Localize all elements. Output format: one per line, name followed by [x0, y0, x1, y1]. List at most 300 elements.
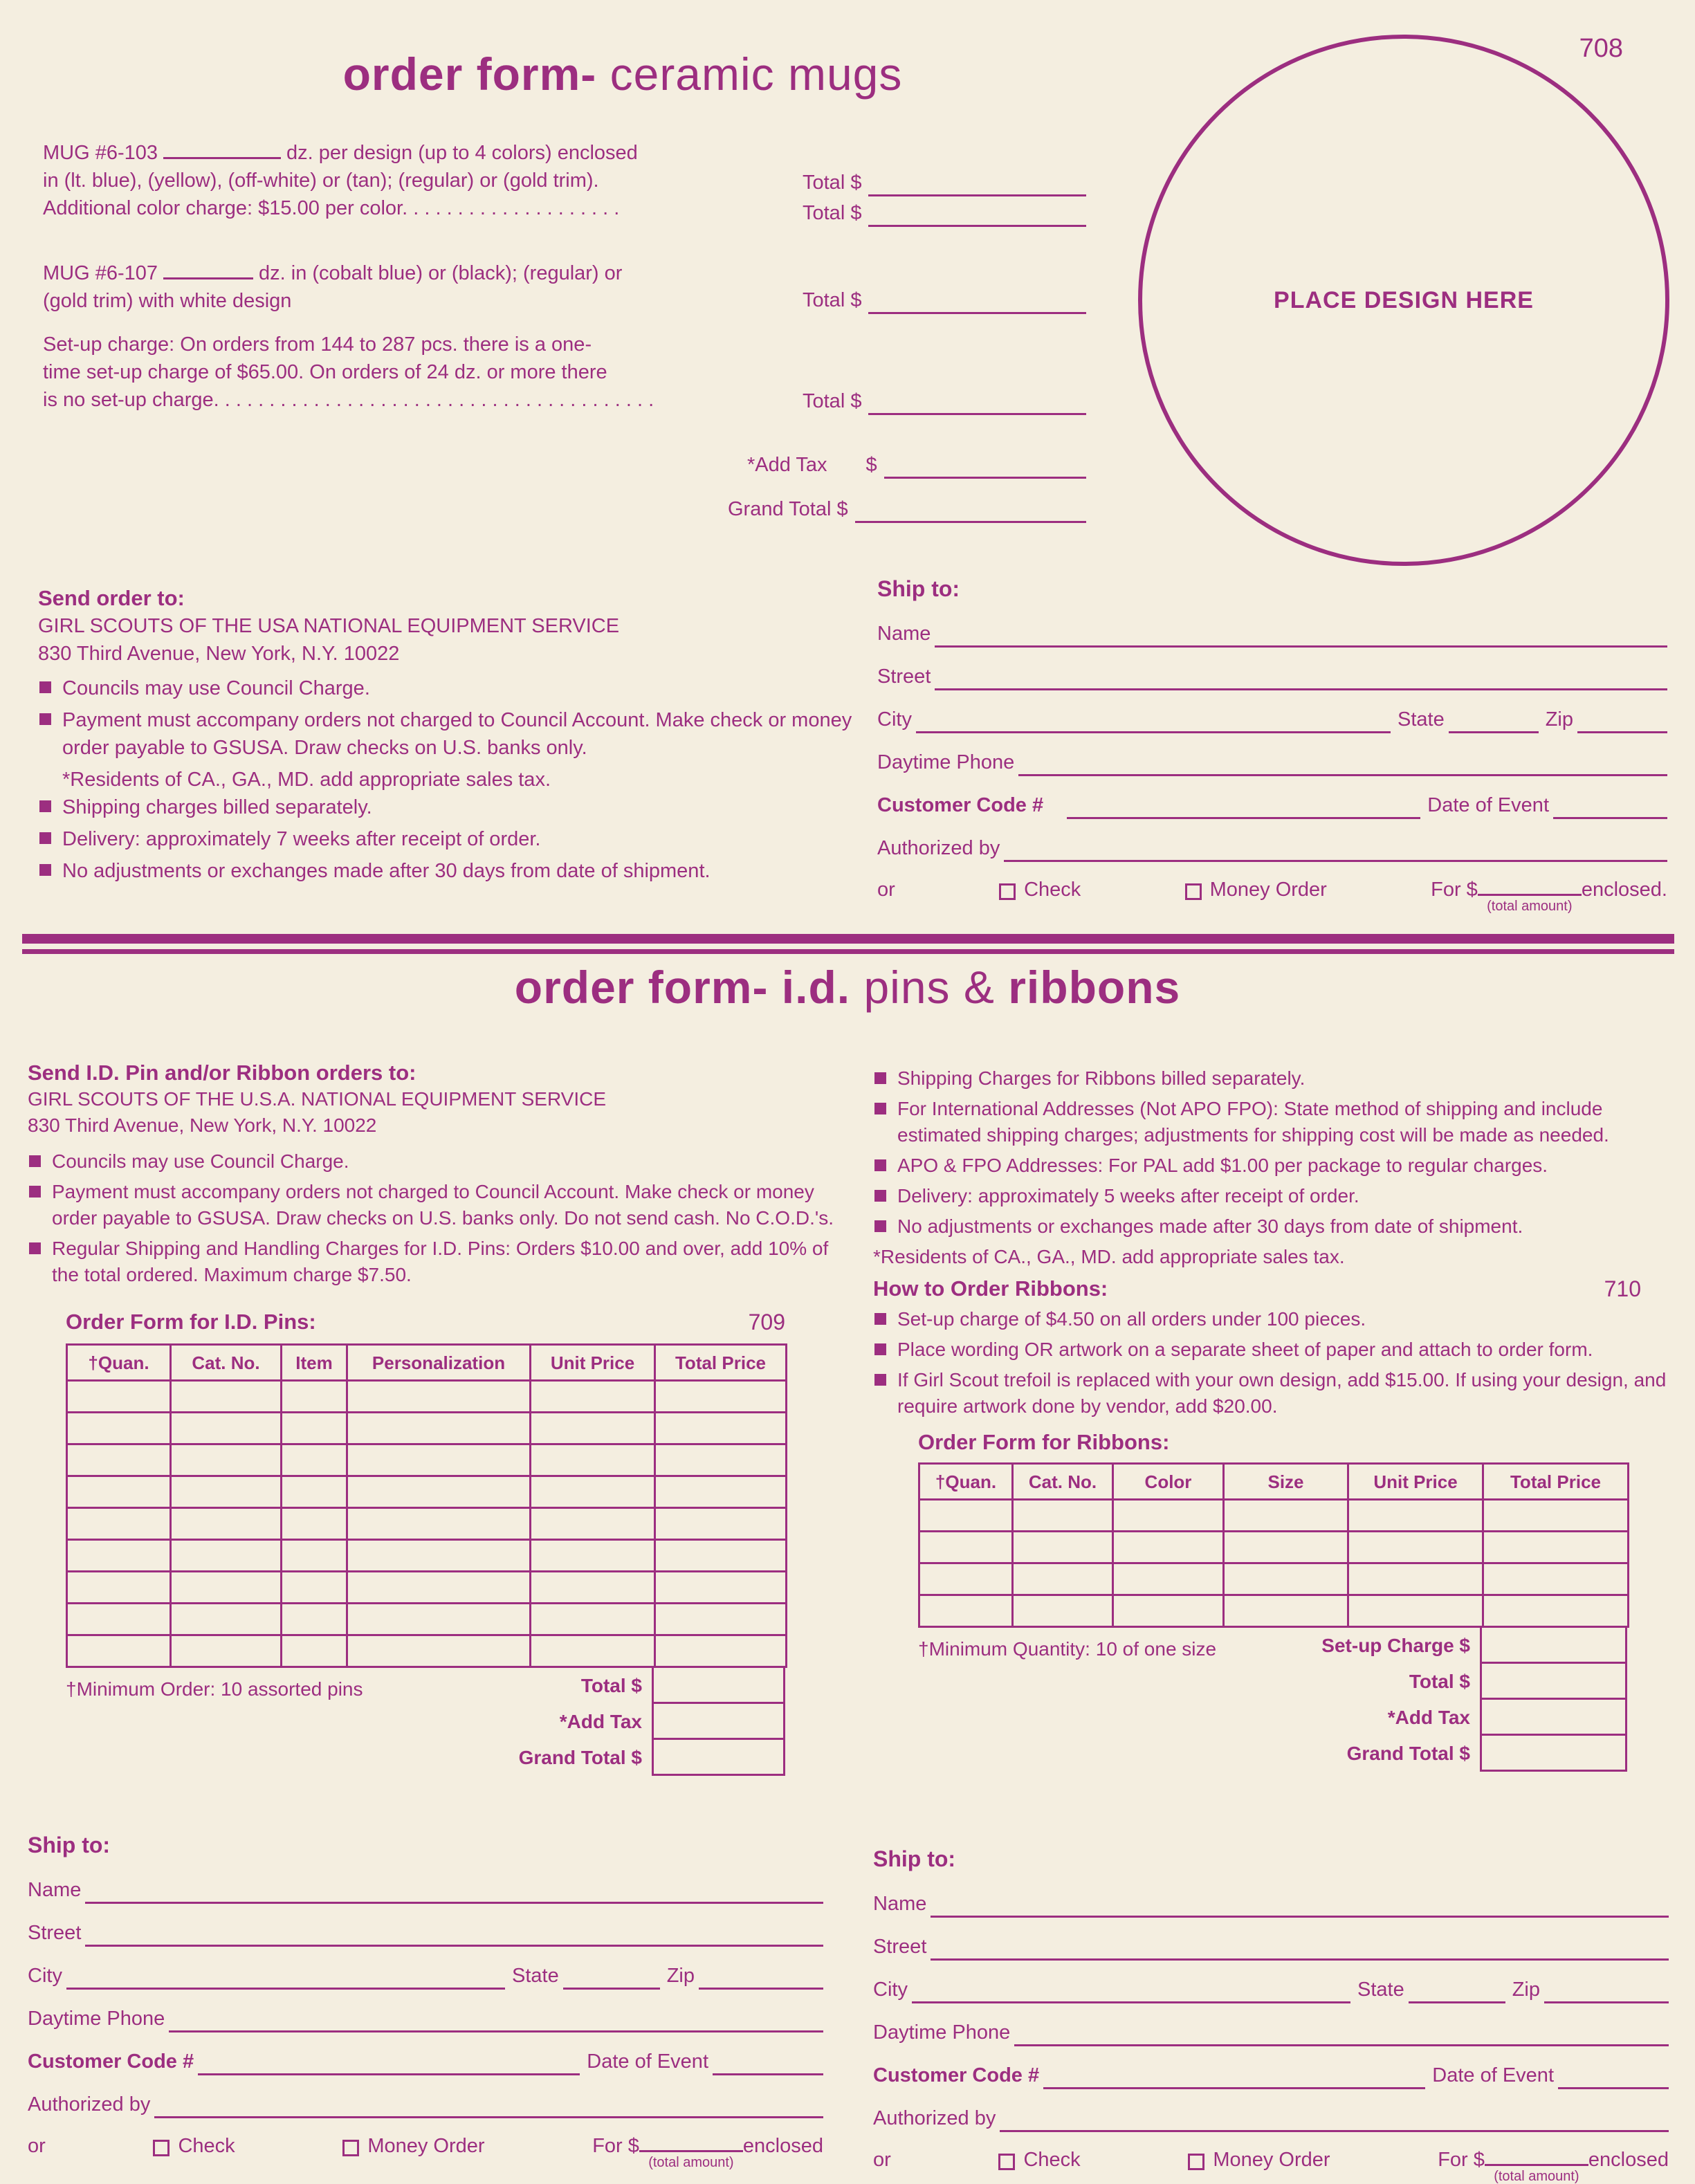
table-cell-blank[interactable]: [531, 1508, 655, 1540]
table-cell-blank[interactable]: [655, 1381, 787, 1413]
table-cell-blank[interactable]: [282, 1444, 347, 1476]
table-cell-blank[interactable]: [282, 1572, 347, 1604]
section-divider-thin: [22, 949, 1674, 954]
table-cell-blank[interactable]: [347, 1635, 531, 1667]
send-order-heading: Send order to:: [38, 586, 185, 610]
bullet-item: [38, 793, 858, 821]
table-cell-blank[interactable]: [1013, 1500, 1113, 1532]
add-tax-row: [747, 451, 1086, 479]
table-cell-blank[interactable]: [67, 1604, 171, 1635]
pins-send-heading: Send I.D. Pin and/or Ribbon orders to:: [28, 1061, 416, 1085]
table-row: [67, 1540, 787, 1572]
bullet-text: Payment must accompany orders not charged to Council Account. Make check or money order payable to GSUSA. Draw checks on U.S. banks only.: [62, 709, 852, 759]
table-row: [919, 1563, 1629, 1595]
table-cell-blank[interactable]: [655, 1413, 787, 1444]
item-text: (gold trim) with white design: [43, 290, 292, 312]
or-label: or: [873, 2149, 891, 2171]
table-row: [67, 1413, 787, 1444]
daytime-phone-label: Daytime Phone: [28, 2008, 165, 2030]
table-cell-blank[interactable]: [531, 1476, 655, 1508]
authorized-by-label: Authorized by: [28, 2093, 151, 2116]
item-text: dz. in (cobalt blue) or (black); (regular) or: [259, 262, 623, 284]
table-cell-blank[interactable]: [919, 1563, 1013, 1595]
check-label: Check: [1024, 879, 1081, 901]
table-cell-blank[interactable]: [1113, 1563, 1224, 1595]
table-cell-blank[interactable]: [655, 1572, 787, 1604]
bullet-text: Councils may use Council Charge.: [62, 677, 370, 699]
table-cell-blank[interactable]: [171, 1540, 282, 1572]
total-amount-blank[interactable]: [868, 292, 1086, 314]
date-of-event-blank[interactable]: [1553, 797, 1667, 819]
table-cell-blank[interactable]: [282, 1635, 347, 1667]
state-blank[interactable]: [563, 1967, 660, 1990]
total-row: [803, 387, 1086, 415]
zip-blank[interactable]: [699, 1967, 823, 1990]
bullet-item: [873, 1096, 1686, 1148]
bullet-item: [873, 1153, 1686, 1179]
table-cell-blank[interactable]: [655, 1540, 787, 1572]
table-cell-blank[interactable]: [282, 1476, 347, 1508]
pins-title-light: pins &: [863, 962, 995, 1013]
state-blank[interactable]: [1449, 711, 1539, 733]
bullet-item: [38, 857, 858, 885]
bullet-item: [873, 1183, 1686, 1209]
mug-code: MUG #6-103: [43, 142, 158, 164]
column-header: Unit Price: [1348, 1464, 1483, 1500]
table-cell-blank[interactable]: [1013, 1595, 1113, 1627]
table-cell-blank[interactable]: [67, 1572, 171, 1604]
table-cell-blank[interactable]: [1348, 1500, 1483, 1532]
totals-box[interactable]: [652, 1668, 785, 1704]
column-header: Total Price: [1483, 1464, 1629, 1500]
table-cell-blank[interactable]: [531, 1413, 655, 1444]
total-label: Total $: [803, 289, 862, 311]
street-label: Street: [873, 1936, 927, 1958]
ship-to-heading: Ship to:: [28, 1833, 111, 1857]
table-cell-blank[interactable]: [1224, 1532, 1348, 1563]
payment-row: [877, 862, 1667, 914]
bullet-item: [28, 1148, 837, 1175]
daytime-phone-label: Daytime Phone: [873, 2021, 1011, 2044]
totals-row: [1409, 1664, 1627, 1700]
column-header: Color: [1113, 1464, 1224, 1500]
mug-6-103-item: [43, 137, 800, 222]
zip-label: Zip: [666, 1965, 695, 1987]
money-order-checkbox[interactable]: [1188, 2154, 1204, 2170]
bullet-square-icon: [874, 1374, 886, 1386]
bullet-square-icon: [29, 1186, 41, 1197]
bullet-item: [38, 706, 858, 762]
bullet-text: No adjustments or exchanges made after 30 days from date of shipment.: [62, 860, 711, 882]
street-blank[interactable]: [935, 668, 1667, 690]
dozen-quantity-blank[interactable]: [163, 137, 281, 159]
table-cell-blank[interactable]: [1224, 1595, 1348, 1627]
bullet-text: No adjustments or exchanges made after 30 days from date of shipment.: [897, 1215, 1523, 1237]
enclosed-label: enclosed: [1588, 2149, 1669, 2171]
table-cell-blank[interactable]: [171, 1604, 282, 1635]
table-cell-blank[interactable]: [171, 1508, 282, 1540]
payment-row: [873, 2132, 1669, 2184]
street-label: Street: [877, 666, 931, 688]
column-header: Size: [1224, 1464, 1348, 1500]
org-address: 830 Third Avenue, New York, N.Y. 10022: [28, 1114, 377, 1136]
table-cell-blank[interactable]: [171, 1635, 282, 1667]
grand-total-label: Grand Total $: [728, 498, 848, 520]
bullet-square-icon: [39, 832, 51, 844]
city-label: City: [28, 1965, 62, 1987]
total-row: [803, 169, 1086, 196]
table-cell-blank[interactable]: [347, 1572, 531, 1604]
table-cell-blank[interactable]: [171, 1476, 282, 1508]
customer-code-blank[interactable]: [1067, 797, 1420, 819]
table-cell-blank[interactable]: [282, 1604, 347, 1635]
bullet-text: If Girl Scout trefoil is replaced with your own design, add $15.00. If using your design, and require artwork done by vendor, add $20.00.: [897, 1369, 1667, 1417]
zip-label: Zip: [1512, 1979, 1540, 2001]
table-cell-blank[interactable]: [1483, 1595, 1629, 1627]
item-text: in (lt. blue), (yellow), (off-white) or (tan); (regular) or (gold trim).: [43, 169, 599, 192]
ribbons-table-heading-row: [918, 1429, 1627, 1456]
table-cell-blank[interactable]: [282, 1508, 347, 1540]
pins-title-bold-1: order form- i.d.: [514, 962, 851, 1013]
customer-code-label: Customer Code #: [873, 2064, 1040, 2086]
totals-box[interactable]: [1480, 1628, 1627, 1664]
bullet-item: [28, 1179, 837, 1231]
page-number-709: 709: [748, 1310, 785, 1334]
zip-blank[interactable]: [1577, 711, 1667, 733]
table-cell-blank[interactable]: [347, 1540, 531, 1572]
page-number-708: 708: [1579, 34, 1623, 63]
table-cell-blank[interactable]: [531, 1572, 655, 1604]
table-cell-blank[interactable]: [1483, 1532, 1629, 1563]
ribbons-column: [873, 1065, 1686, 1772]
table-cell-blank[interactable]: [531, 1444, 655, 1476]
item-text: Set-up charge: On orders from 144 to 287 pcs. there is a one-: [43, 333, 592, 356]
totals-box[interactable]: [652, 1740, 785, 1776]
column-header: Item: [282, 1345, 347, 1381]
table-cell-blank[interactable]: [1013, 1532, 1113, 1563]
totals-row: [1388, 1700, 1627, 1736]
table-cell-blank[interactable]: [531, 1540, 655, 1572]
money-order-label: Money Order: [367, 2135, 485, 2157]
bullet-text: Shipping Charges for Ribbons billed separately.: [897, 1067, 1305, 1089]
totals-box[interactable]: [652, 1704, 785, 1740]
street-label: Street: [28, 1922, 82, 1944]
table-cell-blank[interactable]: [171, 1381, 282, 1413]
table-cell-blank[interactable]: [171, 1572, 282, 1604]
how-to-order-heading: How to Order Ribbons:: [873, 1276, 1108, 1301]
bullet-item: [873, 1213, 1686, 1240]
bullet-text: Set-up charge of $4.50 on all orders under 100 pieces.: [897, 1308, 1366, 1330]
table-row: [919, 1532, 1629, 1563]
check-label: Check: [178, 2135, 235, 2157]
totals-label: *Add Tax: [1387, 1707, 1470, 1728]
send-order-to-block: [38, 585, 858, 889]
table-cell-blank[interactable]: [347, 1381, 531, 1413]
totals-box[interactable]: [1480, 1736, 1627, 1772]
item-text: time set-up charge of $65.00. On orders of 24 dz. or more there: [43, 361, 607, 383]
totals-label: *Add Tax: [559, 1711, 642, 1732]
total-amount-caption: (total amount): [1487, 899, 1573, 914]
mugs-title-light: ceramic mugs: [610, 48, 903, 100]
table-cell-blank[interactable]: [531, 1604, 655, 1635]
table-cell-blank[interactable]: [919, 1595, 1013, 1627]
table-cell-blank[interactable]: [67, 1508, 171, 1540]
ribbons-order-table: [918, 1462, 1629, 1628]
table-cell-blank[interactable]: [655, 1476, 787, 1508]
phone-blank[interactable]: [1014, 2024, 1669, 2046]
org-address: 830 Third Avenue, New York, N.Y. 10022: [38, 643, 400, 665]
bullet-list: [873, 1306, 1686, 1420]
total-label: Total $: [803, 172, 862, 194]
city-blank[interactable]: [912, 1981, 1350, 2003]
item-text: Additional color charge: $15.00 per color. . . . . . . . . . . . . . . . . . . .: [43, 197, 620, 219]
bullet-square-icon: [39, 800, 51, 812]
table-cell-blank[interactable]: [1483, 1563, 1629, 1595]
ship-to-block-pins: [28, 1830, 823, 2170]
table-row: [919, 1595, 1629, 1627]
zip-blank[interactable]: [1544, 1981, 1669, 2003]
ship-to-block-ribbons: [873, 1844, 1669, 2184]
state-blank[interactable]: [1409, 1981, 1505, 2003]
table-cell-blank[interactable]: [655, 1508, 787, 1540]
totals-row: [519, 1740, 785, 1776]
pins-ribbons-form-title: [0, 963, 1695, 1011]
date-of-event-blank[interactable]: [1558, 2067, 1669, 2089]
amount-blank[interactable]: [1485, 2144, 1588, 2166]
daytime-phone-label: Daytime Phone: [877, 751, 1015, 773]
item-text: is no set-up charge. . . . . . . . . . . . . . . . . . . . . . . . . . . . . . . . . . . . . . . .: [43, 389, 654, 411]
table-cell-blank[interactable]: [1224, 1500, 1348, 1532]
total-row: [803, 286, 1086, 314]
amount-blank[interactable]: [639, 2130, 743, 2152]
total-amount-blank[interactable]: [868, 174, 1086, 196]
bullet-text: Payment must accompany orders not charged to Council Account. Make check or money order payable to GSUSA. Draw checks on U.S. banks only. Do not send cash. No C.O.D.'s.: [52, 1181, 834, 1229]
table-cell-blank[interactable]: [531, 1635, 655, 1667]
bullet-text: APO & FPO Addresses: For PAL add $1.00 per package to regular charges.: [897, 1155, 1548, 1176]
table-cell-blank[interactable]: [1113, 1532, 1224, 1563]
table-cell-blank[interactable]: [67, 1635, 171, 1667]
totals-box[interactable]: [1480, 1700, 1627, 1736]
totals-label: Total $: [1409, 1671, 1470, 1692]
add-tax-blank[interactable]: [884, 457, 1086, 479]
dozen-quantity-blank[interactable]: [163, 257, 253, 279]
bullet-square-icon: [874, 1313, 886, 1325]
table-cell-blank[interactable]: [171, 1413, 282, 1444]
pins-minimum-note: †Minimum Order: 10 assorted pins: [66, 1678, 363, 1700]
table-cell-blank[interactable]: [67, 1381, 171, 1413]
total-amount-caption: (total amount): [648, 2155, 734, 2170]
check-label: Check: [1023, 2149, 1081, 2171]
mugs-title-bold: order form-: [342, 48, 597, 100]
table-cell-blank[interactable]: [347, 1444, 531, 1476]
table-cell-blank[interactable]: [1013, 1563, 1113, 1595]
check-checkbox[interactable]: [998, 2154, 1015, 2170]
authorized-by-blank[interactable]: [1000, 2110, 1669, 2132]
city-blank[interactable]: [916, 711, 1391, 733]
grand-total-row: [728, 495, 1086, 523]
phone-blank[interactable]: [1018, 754, 1667, 776]
date-of-event-label: Date of Event: [1432, 2064, 1554, 2086]
ribbons-totals: [918, 1628, 1627, 1772]
total-amount-blank[interactable]: [868, 393, 1086, 415]
street-blank[interactable]: [931, 1938, 1669, 1961]
how-to-order-row: [873, 1276, 1641, 1302]
circle-label: PLACE DESIGN HERE: [1274, 287, 1534, 313]
table-cell-blank[interactable]: [1348, 1532, 1483, 1563]
table-cell-blank[interactable]: [1224, 1563, 1348, 1595]
table-cell-blank[interactable]: [655, 1444, 787, 1476]
setup-charge-note: [43, 331, 800, 414]
total-amount-blank[interactable]: [868, 205, 1086, 227]
street-blank[interactable]: [85, 1925, 823, 1947]
column-header: †Quan.: [919, 1464, 1013, 1500]
customer-code-label: Customer Code #: [877, 794, 1044, 816]
pins-title-bold-2: ribbons: [1008, 962, 1181, 1013]
add-tax-label: *Add Tax: [747, 454, 827, 476]
amount-blank[interactable]: [1478, 874, 1582, 896]
totals-label: Grand Total $: [518, 1747, 642, 1768]
bullet-text: Place wording OR artwork on a separate sheet of paper and attach to order form.: [897, 1339, 1593, 1360]
name-blank[interactable]: [85, 1882, 823, 1904]
mugs-form-title: [208, 50, 1038, 98]
ribbons-minimum-note: †Minimum Quantity: 10 of one size: [918, 1638, 1217, 1660]
bullet-item: [873, 1065, 1686, 1092]
bullet-text: Shipping charges billed separately.: [62, 796, 372, 818]
ship-to-heading: Ship to:: [877, 576, 960, 601]
bullet-list: [38, 675, 858, 762]
table-cell-blank[interactable]: [282, 1381, 347, 1413]
city-blank[interactable]: [66, 1967, 505, 1990]
totals-row: [1321, 1628, 1627, 1664]
state-label: State: [511, 1965, 559, 1987]
column-header: Cat. No.: [1013, 1464, 1113, 1500]
table-row: [919, 1500, 1629, 1532]
customer-code-blank[interactable]: [1043, 2067, 1425, 2089]
money-order-checkbox[interactable]: [342, 2140, 359, 2156]
or-label: or: [28, 2135, 46, 2157]
table-cell-blank[interactable]: [347, 1413, 531, 1444]
enclosed-label: enclosed: [742, 2135, 823, 2157]
totals-box[interactable]: [1480, 1664, 1627, 1700]
table-cell-blank[interactable]: [347, 1508, 531, 1540]
bullet-square-icon: [874, 1103, 886, 1114]
bullet-square-icon: [29, 1155, 41, 1167]
bullet-square-icon: [874, 1343, 886, 1355]
totals-label: Set-up Charge $: [1321, 1635, 1470, 1656]
table-cell-blank[interactable]: [67, 1444, 171, 1476]
bullet-text: Delivery: approximately 7 weeks after receipt of order.: [62, 828, 541, 850]
pins-column: [28, 1060, 837, 1776]
customer-code-label: Customer Code #: [28, 2050, 194, 2073]
ship-to-heading: Ship to:: [873, 1846, 956, 1871]
table-cell-blank[interactable]: [282, 1540, 347, 1572]
ship-to-block-mugs: [877, 574, 1667, 914]
sales-tax-note: *Residents of CA., GA., MD. add appropriate sales tax.: [62, 769, 551, 791]
name-blank[interactable]: [935, 625, 1667, 648]
table-row: [67, 1604, 787, 1635]
section-divider-thick: [22, 934, 1674, 944]
dollar-sign: $: [865, 454, 877, 476]
bullet-list: [28, 1148, 837, 1288]
table-cell-blank[interactable]: [531, 1381, 655, 1413]
authorized-by-blank[interactable]: [154, 2096, 823, 2118]
pins-totals: [66, 1668, 785, 1776]
pins-table-heading-row: [66, 1309, 785, 1335]
table-cell-blank[interactable]: [655, 1604, 787, 1635]
table-row: [67, 1476, 787, 1508]
name-label: Name: [28, 1879, 82, 1901]
totals-row: [560, 1704, 785, 1740]
for-dollar-label: For $: [1431, 879, 1478, 901]
table-row: [67, 1381, 787, 1413]
table-cell-blank[interactable]: [1113, 1595, 1224, 1627]
phone-blank[interactable]: [169, 2010, 823, 2032]
bullet-square-icon: [39, 713, 51, 725]
authorized-by-blank[interactable]: [1004, 840, 1667, 862]
bullet-item: [38, 825, 858, 853]
check-checkbox[interactable]: [999, 883, 1016, 900]
date-of-event-label: Date of Event: [1427, 794, 1549, 816]
for-dollar-label: For $: [592, 2135, 639, 2157]
table-cell-blank[interactable]: [1483, 1500, 1629, 1532]
name-label: Name: [873, 1893, 927, 1915]
total-label: Total $: [803, 202, 862, 224]
item-text: dz. per design (up to 4 colors) enclosed: [286, 142, 638, 164]
date-of-event-blank[interactable]: [713, 2053, 823, 2075]
bullet-list: [38, 793, 858, 885]
table-cell-blank[interactable]: [919, 1532, 1013, 1563]
payment-row: [28, 2118, 823, 2170]
money-order-checkbox[interactable]: [1185, 883, 1202, 900]
name-blank[interactable]: [931, 1896, 1669, 1918]
mug-code: MUG #6-107: [43, 262, 158, 284]
table-row: [67, 1444, 787, 1476]
table-cell-blank[interactable]: [171, 1444, 282, 1476]
totals-row: [581, 1668, 785, 1704]
money-order-label: Money Order: [1213, 2149, 1330, 2171]
zip-label: Zip: [1545, 708, 1573, 731]
check-checkbox[interactable]: [153, 2140, 170, 2156]
table-cell-blank[interactable]: [67, 1413, 171, 1444]
org-name: GIRL SCOUTS OF THE USA NATIONAL EQUIPMENT SERVICE: [38, 615, 620, 637]
ribbons-table-heading: Order Form for Ribbons:: [918, 1430, 1170, 1454]
bullet-square-icon: [29, 1242, 41, 1254]
bullet-square-icon: [874, 1220, 886, 1232]
table-cell-blank[interactable]: [1348, 1563, 1483, 1595]
table-cell-blank[interactable]: [347, 1476, 531, 1508]
place-design-here-circle: [1138, 35, 1669, 566]
table-row: [67, 1635, 787, 1667]
authorized-by-label: Authorized by: [873, 2107, 996, 2129]
bullet-text: For International Addresses (Not APO FPO): State method of shipping and include estimated shipping charges; adjustments for shipping cost will be made as needed.: [897, 1098, 1609, 1146]
table-cell-blank[interactable]: [347, 1604, 531, 1635]
table-cell-blank[interactable]: [67, 1540, 171, 1572]
bullet-item: [873, 1337, 1686, 1363]
column-header: Unit Price: [531, 1345, 655, 1381]
bullet-square-icon: [874, 1159, 886, 1171]
table-cell-blank[interactable]: [1113, 1500, 1224, 1532]
table-cell-blank[interactable]: [1348, 1595, 1483, 1627]
table-cell-blank[interactable]: [655, 1635, 787, 1667]
customer-code-blank[interactable]: [198, 2053, 580, 2075]
state-label: State: [1397, 708, 1445, 731]
table-cell-blank[interactable]: [282, 1413, 347, 1444]
table-cell-blank[interactable]: [67, 1476, 171, 1508]
grand-total-blank[interactable]: [855, 501, 1086, 523]
table-cell-blank[interactable]: [919, 1500, 1013, 1532]
column-header: †Quan.: [67, 1345, 171, 1381]
bullet-square-icon: [874, 1072, 886, 1084]
